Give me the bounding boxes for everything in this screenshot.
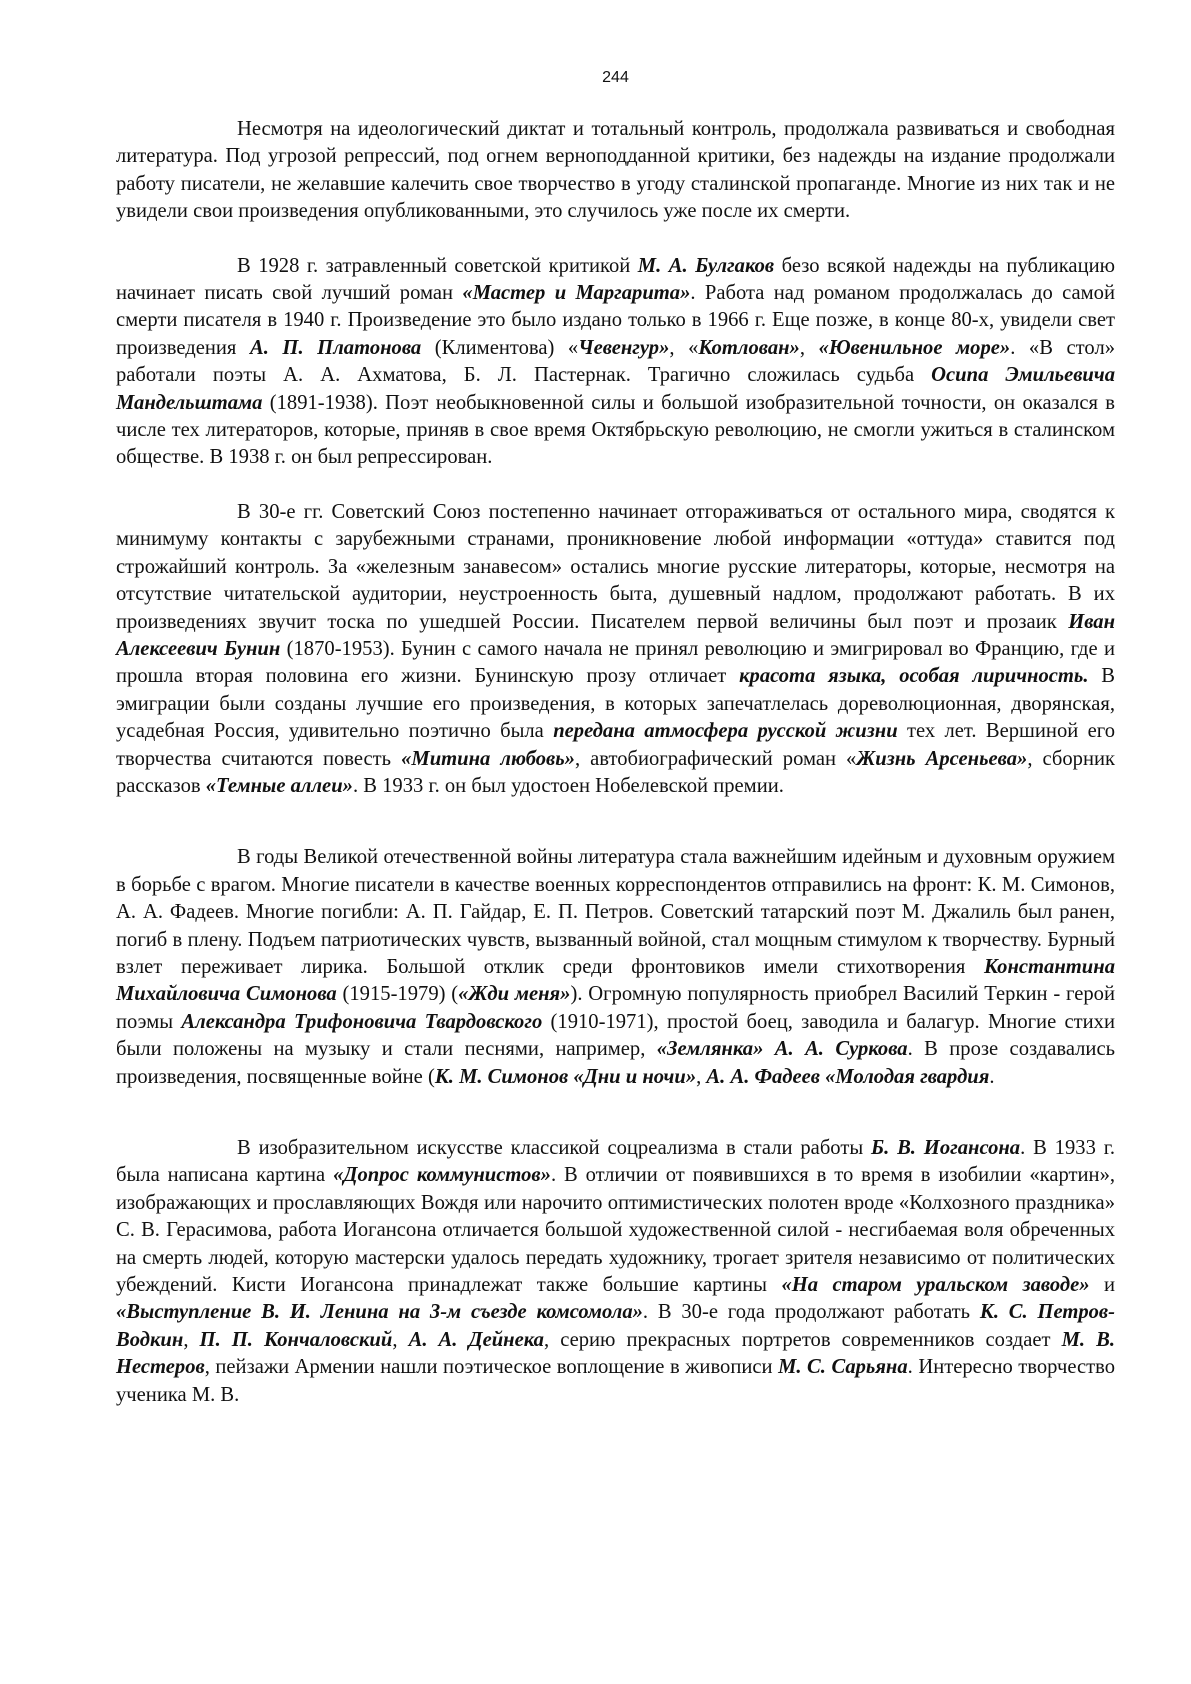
text-segment: . В прозе создавались произведения, посвященные войне ( (116, 1038, 1115, 1088)
body-text (116, 116, 1115, 1409)
text-segment: В 30-е гг. Советский Союз постепенно начинает отгораживаться от остального мира, сводятся к минимуму контакты с зарубежными странами, проникновение любой информации «оттуда» ставится под строжайший контроль. За «железным занавесом» остались многие русские литераторы, которые, несмотря на отсутствие читательской аудитории, неустроенность быта, душевный надлом, продолжают работать. В их произведениях звучит тоска по ушедшей России. Писателем первой величины был поэт и прозаик (116, 500, 1115, 633)
text-segment: Несмотря на идеологический диктат и тотальный контроль, продолжала развиваться и свободная литература. Под угрозой репрессий, под огнем верноподданной критики, без надежды на издание продолжали работу писатели, не желавшие калечить свое творчество в угоду сталинской пропаганде. Многие из них так и не увидели свои произведения опубликованными, это случилось уже после их смерти. (116, 118, 1115, 223)
text-segment: (Климентова) « (421, 336, 579, 359)
text-segment: . В отличии от появившихся в то время в изобилии «картин», изображающих и прославляющих Вождя или нарочито оптимистических полотен вроде «Колхозного праздника» С. В. Герасимова, работа Иогансона отличается большой художественной силой - несгибаемая воля обреченных на смерть людей, которую мастерски удалось передать художнику, трогает зрителя независимо от политических убеждений. Кисти Иогансона принадлежат также большие картины (116, 1164, 1116, 1297)
paragraph-1 (116, 116, 1115, 226)
emphasized-text: «Мастер и Маргарита» (462, 282, 691, 305)
emphasized-text: красота языка, особая лиричность. (739, 665, 1089, 688)
text-segment: В 1928 г. затравленный советской критикой (237, 254, 638, 277)
paragraph-2 (116, 253, 1115, 472)
emphasized-text: «Жди меня» (458, 983, 571, 1006)
text-segment: , (696, 1065, 707, 1088)
text-segment: . (989, 1065, 995, 1088)
paragraph-3 (116, 499, 1115, 800)
emphasized-text: передана атмосфера русской жизни (553, 720, 898, 743)
emphasized-text: Осипа Эмильевича Мандельштама (116, 364, 1115, 414)
text-segment: . Интересно творчество ученика М. В. (116, 1356, 1115, 1406)
emphasized-text: А. А. Фадеев «Молодая гвардия (706, 1065, 990, 1088)
text-segment: . В 30-е года продолжают работать (642, 1301, 980, 1324)
text-segment: . «В стол» работали поэты А. А. Ахматова, Б. Л. Пастернак. Трагично сложилась судьба (116, 336, 1116, 387)
emphasized-text: М. В. Нестеров (116, 1328, 1116, 1379)
emphasized-text: Александра Трифоновича Твардовского (181, 1010, 543, 1033)
paragraph-5 (116, 1135, 1115, 1409)
emphasized-text: «Землянка» А. А. Суркова (656, 1038, 908, 1061)
emphasized-text: «Допрос коммунистов» (333, 1164, 551, 1187)
emphasized-text: «Темные аллеи» (205, 774, 353, 797)
text-segment: , (183, 1328, 200, 1351)
text-segment: , сборник рассказов (116, 747, 1116, 797)
emphasized-text: «Выступление В. И. Ленина на 3-м съезде комсомола» (116, 1301, 643, 1324)
emphasized-text: М. С. Сарьяна (778, 1356, 908, 1379)
text-segment: (1910-1971), простой боец, заводила и балагур. Многие стихи были положены на музыку и стали песнями, например, (116, 1010, 1115, 1061)
emphasized-text: М. А. Булгаков (637, 254, 775, 277)
text-segment: (1891-1938). Поэт необыкновенной силы и большой изобразительной точности, он оказался в числе тех литераторов, которые, приняв в свое время Октябрьскую революцию, не смогли ужиться в сталинском обществе. В 1938 г. он был репрессирован. (116, 391, 1115, 469)
text-segment: , (799, 336, 819, 359)
text-segment: , автобиографический роман « (574, 747, 857, 770)
text-segment: тех лет. Вершиной его творчества считаются повесть (116, 720, 1115, 770)
text-segment: В годы Великой отечественной войны литература стала важнейшим идейным и духовным оружием в борьбе с врагом. Многие писатели в качестве военных корреспондентов отправились на фронт: К. М. Симонов, А. А. Фадеев. Многие погибли: А. П. Гайдар, Е. П. Петров. Советский татарский поэт М. Джалиль был ранен, погиб в плену. Подъем патриотических чувств, вызванный войной, стал мощным стимулом к творчеству. Бурный взлет переживает лирика. Большой отклик среди фронтовиков имели стихотворения (116, 846, 1115, 978)
text-segment: , « (669, 336, 699, 359)
emphasized-text: П. П. Кончаловский (199, 1328, 393, 1351)
text-segment: и (1089, 1274, 1115, 1297)
page-number: 244 (602, 69, 629, 86)
paragraph-4 (116, 844, 1115, 1091)
text-segment: ). Огромную популярность приобрел Василий Теркин - герой поэмы (116, 983, 1115, 1033)
emphasized-text: «Митина любовь» (401, 747, 575, 770)
emphasized-text: А. П. Платонова (249, 336, 422, 359)
emphasized-text: К. М. Симонов «Дни и ночи» (434, 1065, 697, 1088)
text-segment: , пейзажи Армении нашли поэтическое воплощение в живописи (204, 1356, 779, 1379)
emphasized-text: К. С. Петров-Водкин (116, 1301, 1115, 1351)
emphasized-text: Константина Михайловича Симонова (116, 955, 1115, 1006)
text-segment: (1870-1953). Бунин с самого начала не принял революцию и эмигрировал во Францию, где и прошла вторая половина его жизни. Бунинскую прозу отличает (116, 637, 1115, 688)
emphasized-text: Иван Алексеевич Бунин (116, 610, 1115, 660)
text-segment: , (392, 1328, 409, 1351)
text-segment: В эмиграции были созданы лучшие его произведения, в которых запечатлелась дореволюционная, дворянская, усадебная Россия, удивительно поэтично была (116, 665, 1115, 743)
emphasized-text: «На старом уральском заводе» (781, 1274, 1090, 1297)
emphasized-text: Б. В. Иогансона (871, 1137, 1021, 1159)
text-segment: , серию прекрасных портретов современников создает (543, 1328, 1062, 1351)
text-segment: (1915-1979) ( (336, 983, 459, 1006)
text-segment: . В 1933 г. он был удостоен Нобелевской премии. (352, 774, 784, 797)
text-segment: безо всякой надежды на публикацию начинает писать свой лучший роман (116, 254, 1115, 305)
emphasized-text: А. А. Дейнека (408, 1328, 544, 1351)
text-segment: . Работа над романом продолжалась до самой смерти писателя в 1940 г. Произведение это было издано только в 1966 г. Еще позже, в конце 80-х, увидели свет произведения (116, 282, 1115, 359)
emphasized-text: «Ювенильное море» (818, 336, 1011, 359)
emphasized-text: Жизнь Арсеньева» (856, 747, 1028, 770)
text-segment: . В 1933 г. была написана картина (116, 1137, 1115, 1187)
emphasized-text: Котлован» (698, 336, 800, 359)
emphasized-text: Чевенгур» (578, 336, 670, 359)
text-segment: В изобразительном искусстве классикой соцреализма в стали работы (237, 1137, 871, 1159)
